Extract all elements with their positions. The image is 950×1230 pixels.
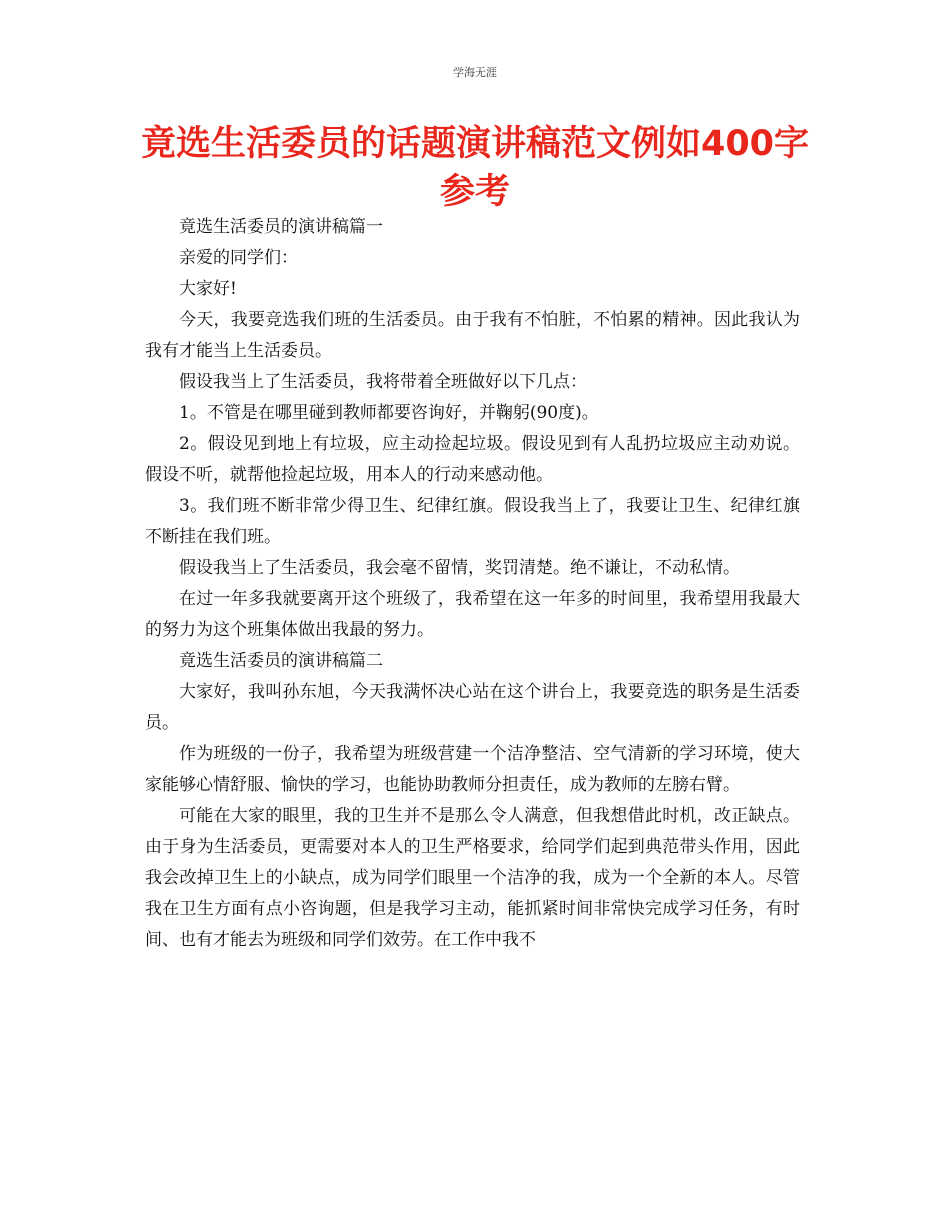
list-item: 3。我们班不断非常少得卫生、纪律红旗。假设我当上了，我要让卫生、纪律红旗不断挂在我们班。 [145, 496, 800, 547]
paragraph: 假设我当上了生活委员，我将带着全班做好以下几点： [179, 372, 587, 392]
list-item: 2。假设见到地上有垃圾，应主动捡起垃圾。假设见到有人乱扔垃圾应主动劝说。假设不听，就帮他捡起垃圾，用本人的行动来感动他。 [145, 434, 800, 485]
paragraph: 作为班级的一份子，我希望为班级营建一个洁净整洁、空气清新的学习环境，使大家能够心情舒服、愉快的学习，也能协助教师分担责任，成为教师的左膀右臂。 [145, 744, 800, 795]
paragraph: 可能在大家的眼里，我的卫生并不是那么令人满意，但我想借此时机，改正缺点。由于身为生活委员，更需要对本人的卫生严格要求，给同学们起到典范带头作用，因此我会改掉卫生上的小缺点，成为同学们眼里一个洁净的我，成为一个全新的本人。尽管我在卫生方面有点小咨询题，但是我学习主动，能抓紧时间非常快完成学习任务，有时间、也有才能去为班级和同学们效劳。在工作中我不 [145, 806, 800, 950]
paragraph: 今天，我要竞选我们班的生活委员。由于我有不怕脏，不怕累的精神。因此我认为我有才能当上生活委员。 [145, 310, 800, 361]
greeting: 大家好! [179, 279, 237, 299]
paragraph: 在过一年多我就要离开这个班级了，我希望在这一年多的时间里，我希望用我最大的努力为这个班集体做出我最的努力。 [145, 589, 800, 640]
document-title: 竟选生活委员的话题演讲稿范文例如400字参考 [140, 124, 810, 212]
section-heading-2: 竟选生活委员的演讲稿篇二 [179, 651, 383, 671]
section-heading-1: 竟选生活委员的演讲稿篇一 [179, 217, 383, 237]
document-body [145, 212, 800, 956]
list-item: 1。不管是在哪里碰到教师都要咨询好，并鞠躬(90度)。 [179, 403, 599, 423]
paragraph: 大家好，我叫孙东旭，今天我满怀决心站在这个讲台上，我要竞选的职务是生活委员。 [145, 682, 800, 733]
salutation: 亲爱的同学们： [179, 248, 298, 268]
paragraph: 假设我当上了生活委员，我会毫不留情，奖罚清楚。绝不谦让，不动私情。 [179, 558, 740, 578]
page-header: 学海无涯 [453, 66, 497, 79]
